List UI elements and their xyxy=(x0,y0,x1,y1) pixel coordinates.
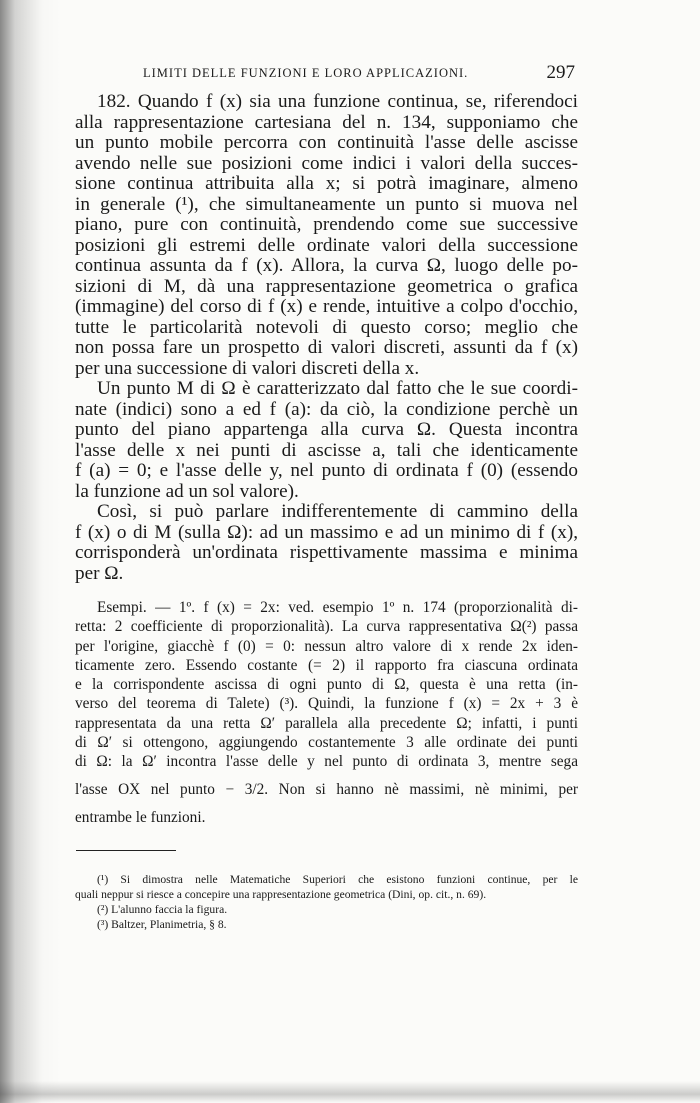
scan-bottom-edge xyxy=(0,1081,700,1103)
paragraph-line: alla rappresentazione cartesiana del n. 134, supponiamo che xyxy=(75,111,578,133)
paragraph-line: 182. Quando f (x) sia una funzione continua, se, riferendoci xyxy=(97,91,578,112)
paragraph-line: (immagine) del corso di f (x) e rende, intuitive a colpo d'occhio, xyxy=(75,296,578,317)
page-number: 297 xyxy=(546,62,575,83)
paragraph-line: piano, pure con continuità, prendendo come sue successive xyxy=(75,214,578,235)
footnote-rule xyxy=(76,850,176,851)
example-line: per l'origine, giacchè f (0) = 0: nessun altro valore di x rende 2x iden- xyxy=(75,637,578,655)
paragraph-line: punto del piano appartenga alla curva Ω. Questa incontra xyxy=(75,419,578,440)
example-line: di Ω′ si ottengono, aggiungendo costantemente 3 alle ordinate dei punti xyxy=(75,734,578,752)
paragraph-line: f (a) = 0; e l'asse delle y, nel punto di ordinata f (0) (essendo xyxy=(75,460,578,481)
examples-text xyxy=(75,598,578,827)
paragraph-line: nate (indici) sono a ed f (a): da ciò, la condizione perchè un xyxy=(75,398,578,420)
footnote-line: (²) L'alunno faccia la figura. xyxy=(97,903,228,916)
example-line: rappresentata da una retta Ω′ parallela alla precedente Ω; infatti, i punti xyxy=(75,714,578,732)
example-line: verso del teorema di Talete) (³). Quindi, la funzione f (x) = 2x + 3 è xyxy=(75,695,578,713)
paragraph-line: posizioni gli estremi delle ordinate valori della successione xyxy=(75,234,578,256)
paragraph-line: sione continua attribuita alla x; si potrà imaginare, almeno xyxy=(75,173,578,194)
scan-edge-shadow xyxy=(0,0,60,1103)
paragraph-line: continua assunta da f (x). Allora, la curva Ω, luogo delle po- xyxy=(75,255,578,276)
paragraph-line: un punto mobile percorra con continuità l'asse delle ascisse xyxy=(75,132,578,153)
example-line: e la corrispondente ascissa di ogni punto di Ω, questa è una retta (in- xyxy=(75,676,578,694)
paragraph-line: corrisponderà un'ordinata rispettivamente massima e minima xyxy=(75,542,578,563)
paragraph-line: Un punto M di Ω è caratterizzato dal fatto che le sue coordi- xyxy=(97,378,578,399)
paragraph-line: l'asse delle x nei punti di ascisse a, tali che identicamente xyxy=(75,439,578,461)
paragraph-line: in generale (¹), che simultaneamente un punto si muova nel xyxy=(75,193,578,215)
footnote-line: (¹) Si dimostra nelle Matematiche Superiori che esistono funzioni continue, per le xyxy=(97,873,578,886)
paragraph-line: la funzione ad un sol valore). xyxy=(75,480,299,502)
footnotes xyxy=(75,872,578,932)
example-line: Esempi. — 1º. f (x) = 2x: ved. esempio 1º n. 174 (proporzionalità di- xyxy=(97,599,578,616)
example-line: ticamente zero. Essendo costante (= 2) il rapporto fra ciascuna ordinata xyxy=(75,656,578,674)
example-line: entrambe le funzioni. xyxy=(75,808,206,826)
paragraph-line: per una successione di valori discreti della x. xyxy=(75,357,420,379)
paragraph-line: non possa fare un prospetto di valori discreti, assunti da f (x) xyxy=(75,337,578,358)
paragraph-line: tutte le particolarità notevoli di questo corso; meglio che xyxy=(75,316,578,338)
example-line: di Ω: la Ω′ incontra l'asse delle y nel punto di ordinata 3, mentre sega xyxy=(75,753,578,771)
running-title: LIMITI DELLE FUNZIONI E LORO APPLICAZIONI. xyxy=(143,66,469,80)
paragraph-line: sizioni di M, dà una rappresentazione geometrica o grafica xyxy=(75,275,578,297)
page-header xyxy=(143,62,575,84)
footnote-line: (³) Baltzer, Planimetria, § 8. xyxy=(97,918,227,931)
paragraph-line: avendo nelle sue posizioni come indici i valori della succes- xyxy=(75,152,578,174)
example-line: retta: 2 coefficiente di proporzionalità). La curva rappresentativa Ω(²) passa xyxy=(75,618,578,636)
example-line: l'asse OX nel punto − 3/2. Non si hanno nè massimi, nè minimi, per xyxy=(75,780,578,798)
footnote-line: quali neppur si riesce a concepire una rappresentazione geometrica (Dini, op. cit., n. 69). xyxy=(75,888,487,901)
paragraph-line: per Ω. xyxy=(75,562,124,584)
paragraph-line: Così, si può parlare indifferentemente di cammino della xyxy=(97,501,578,522)
main-text xyxy=(75,92,578,584)
paragraph-line: f (x) o di M (sulla Ω): ad un massimo e ad un minimo di f (x), xyxy=(75,521,578,543)
